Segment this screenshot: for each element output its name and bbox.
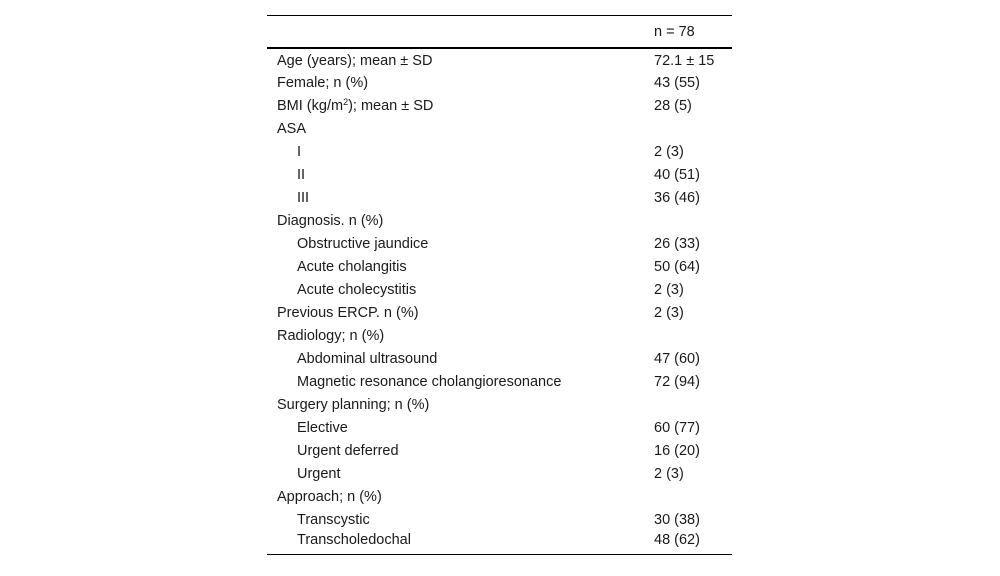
table-row [267,324,732,347]
row-value [654,393,732,416]
table-row [267,508,732,531]
table-row [267,232,732,255]
row-label: II [297,166,306,183]
table-row [267,462,732,485]
table-row [267,416,732,439]
row-value [654,324,732,347]
table-row [267,71,732,94]
row-value: 40 (51) [654,166,700,183]
row-label: Female; n (%) [277,74,369,91]
row-label: Surgery planning; n (%) [277,396,430,413]
row-label: ASA [277,120,307,137]
row-value: 36 (46) [654,189,700,206]
row-value: 2 (3) [654,143,684,160]
table-header-row [267,16,732,49]
row-value: 60 (77) [654,419,700,436]
table-row [267,347,732,370]
table-row [267,140,732,163]
row-label: Transcholedochal [297,531,411,548]
bmi-label-superscript: 2 [343,96,349,107]
row-label: Urgent [297,465,341,482]
row-value: 16 (20) [654,442,700,459]
table-row [267,186,732,209]
row-value: 48 (62) [654,531,700,548]
row-label: Radiology; n (%) [277,327,385,344]
row-value: 30 (38) [654,511,700,528]
row-value [654,209,732,232]
row-label: Abdominal ultrasound [297,350,438,367]
header-label-cell [267,16,654,49]
row-value: 72 (94) [654,373,700,390]
table-row [267,439,732,462]
row-value: 50 (64) [654,258,700,275]
table-row [267,94,732,117]
row-label: Elective [297,419,348,436]
table-row [267,370,732,393]
table-row [267,48,732,71]
table-row [267,278,732,301]
table-row [267,531,732,554]
table-row [267,255,732,278]
table-row [267,209,732,232]
table-row [267,485,732,508]
row-label: III [297,189,310,206]
row-value: 2 (3) [654,465,684,482]
header-value-cell: n = 78 [654,23,695,40]
row-value: 28 (5) [654,97,692,114]
row-label: Previous ERCP. n (%) [277,304,419,321]
table-row [267,393,732,416]
row-label: Acute cholangitis [297,258,407,275]
characteristics-table-container [267,15,732,555]
row-value: 2 (3) [654,281,684,298]
bmi-label-post: ); mean ± SD [348,97,434,114]
table-row [267,163,732,186]
characteristics-table [267,15,732,555]
row-label: Acute cholecystitis [297,281,417,298]
row-label [267,94,654,117]
table-header [267,16,732,49]
table-body [267,48,732,554]
row-value: 26 (33) [654,235,700,252]
row-value: 47 (60) [654,350,700,367]
row-label: Approach; n (%) [277,488,382,505]
row-label: Age (years); mean ± SD [277,53,433,69]
row-value [654,117,732,140]
bmi-label-pre: BMI (kg/m [277,97,344,114]
row-label: Magnetic resonance cholangioresonance [297,373,562,390]
row-label: Urgent deferred [297,442,399,459]
table-row [267,117,732,140]
row-label: Transcystic [297,511,370,528]
row-value: 43 (55) [654,74,700,91]
row-label: I [297,143,302,160]
row-value: 2 (3) [654,304,684,321]
table-row [267,301,732,324]
row-label: Obstructive jaundice [297,235,429,252]
row-label: Diagnosis. n (%) [277,212,384,229]
row-value [654,485,732,508]
row-value: 72.1 ± 15 [654,53,715,69]
